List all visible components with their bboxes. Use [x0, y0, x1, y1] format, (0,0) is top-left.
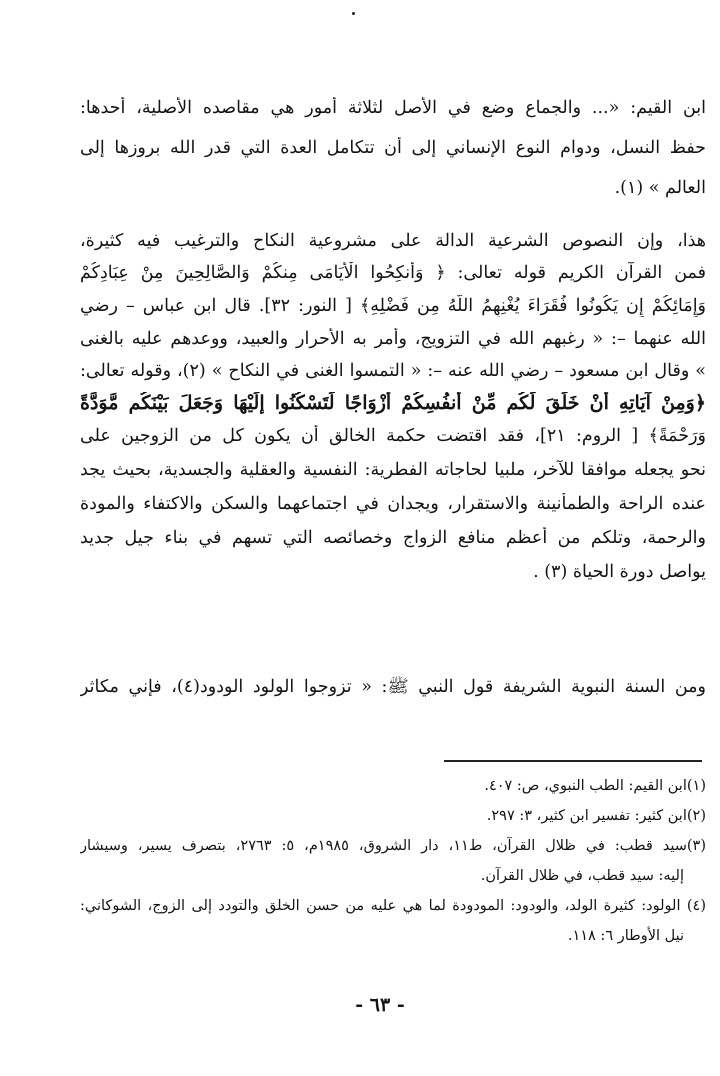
footnotes — [80, 776, 706, 946]
paragraph-texts — [80, 230, 706, 583]
text-line: العالم » (١). — [614, 178, 706, 198]
footnote-4-continued: نيل الأوطار ٦: ١١٨. — [567, 928, 684, 944]
page-number: - ٦٣ - — [355, 994, 405, 1016]
text-line: يواصل دورة الحياة (٣) . — [533, 562, 706, 582]
text-line: حفظ النسل، ودوام النوع الإنساني إلى أن تتكامل العدة التي قدر الله بروزها إلى — [80, 138, 706, 158]
text-line: ومن السنة النبوية الشريفة قول النبي ﷺ: « تزوجوا الولود الودود(٤)، فإني مكاثر — [80, 677, 706, 697]
quran-line: وَإِمَائِكُمْ إِن يَكُونُوا فُقَرَاءَ يُغْنِهِمُ اللَّهُ مِن فَضْلِهِ﴾ [ النور: ٣٢]. قال ابن عباس – رضي — [80, 296, 706, 316]
footnote-divider — [444, 760, 702, 762]
text-line: نحو يجعله موافقا للآخر، ملبيا لحاجاته الفطرية: النفسية والعقلية والجسدية، بحيث يجد — [80, 460, 706, 480]
quran-line: ﴿وَمِنْ آيَاتِهِ أَنْ خَلَقَ لَكُم مِّنْ أَنفُسِكُمْ أَزْوَاجًا لِّتَسْكُنُوا إِلَيْهَا وَجَعَلَ بَيْنَكُم مَّوَدَّةً — [80, 392, 706, 414]
quran-line: فمن القرآن الكريم قوله تعالى: ﴿ وَأَنكِحُوا الْأَيَامَى مِنكُمْ وَالصَّالِحِينَ مِنْ عِبَادِكُمْ — [80, 263, 706, 283]
text-line: هذا، وإن النصوص الشرعية الدالة على مشروعية النكاح والترغيب فيه كثيرة، — [80, 231, 706, 251]
paragraph-sunnah — [80, 676, 706, 698]
text-line: الله عنهما –: « رغبهم الله في التزويج، وأمر به الأحرار والعبيد، ووعدهم عليه بالغنى — [80, 329, 706, 349]
footnote-2: (٢)ابن كثير: تفسير ابن كثير، ٣: ٢٩٧. — [486, 808, 706, 824]
footnote-1: (١)ابن القيم: الطب النبوي، ص: ٤٠٧. — [484, 778, 706, 794]
text-line: والرحمة، وتلكم من أعظم منافع الزواج وخصائصه التي تسهم في بناء جيل جديد — [80, 528, 706, 548]
text-line: » وقال ابن مسعود – رضي الله عنه –: « التمسوا الغنى في النكاح » (٢)، وقوله تعالى: — [80, 361, 706, 381]
text-line: عنده الراحة والطمأنينة والاستقرار، ويجدان في اجتماعهما والسكن والاكتفاء والمودة — [80, 494, 706, 514]
text-line: ابن القيم: «... والجماع وضع في الأصل لثلاثة أمور هي مقاصده الأصلية، أحدها: — [80, 98, 706, 118]
footnote-3-continued: إليه: سيد قطب، في ظلال القرآن. — [480, 868, 684, 884]
quran-line: وَرَحْمَةً﴾ [ الروم: ٢١]، فقد اقتضت حكمة الخالق أن يكون كل من الزوجين على — [80, 426, 706, 446]
paragraph-ibn-qayyim — [80, 97, 706, 199]
header-dot — [352, 12, 355, 15]
footnote-4: (٤) الولود: كثيرة الولد، والودود: المودودة لما هي عليه من حسن الخلق والتودد إلى الزوج، الشوكاني: — [80, 898, 706, 914]
footnote-3: (٣)سيد قطب: في ظلال القرآن، ط١١، دار الشروق، ١٩٨٥م، ٥: ٢٧٦٣، بتصرف يسير، وسيشار — [80, 838, 706, 854]
